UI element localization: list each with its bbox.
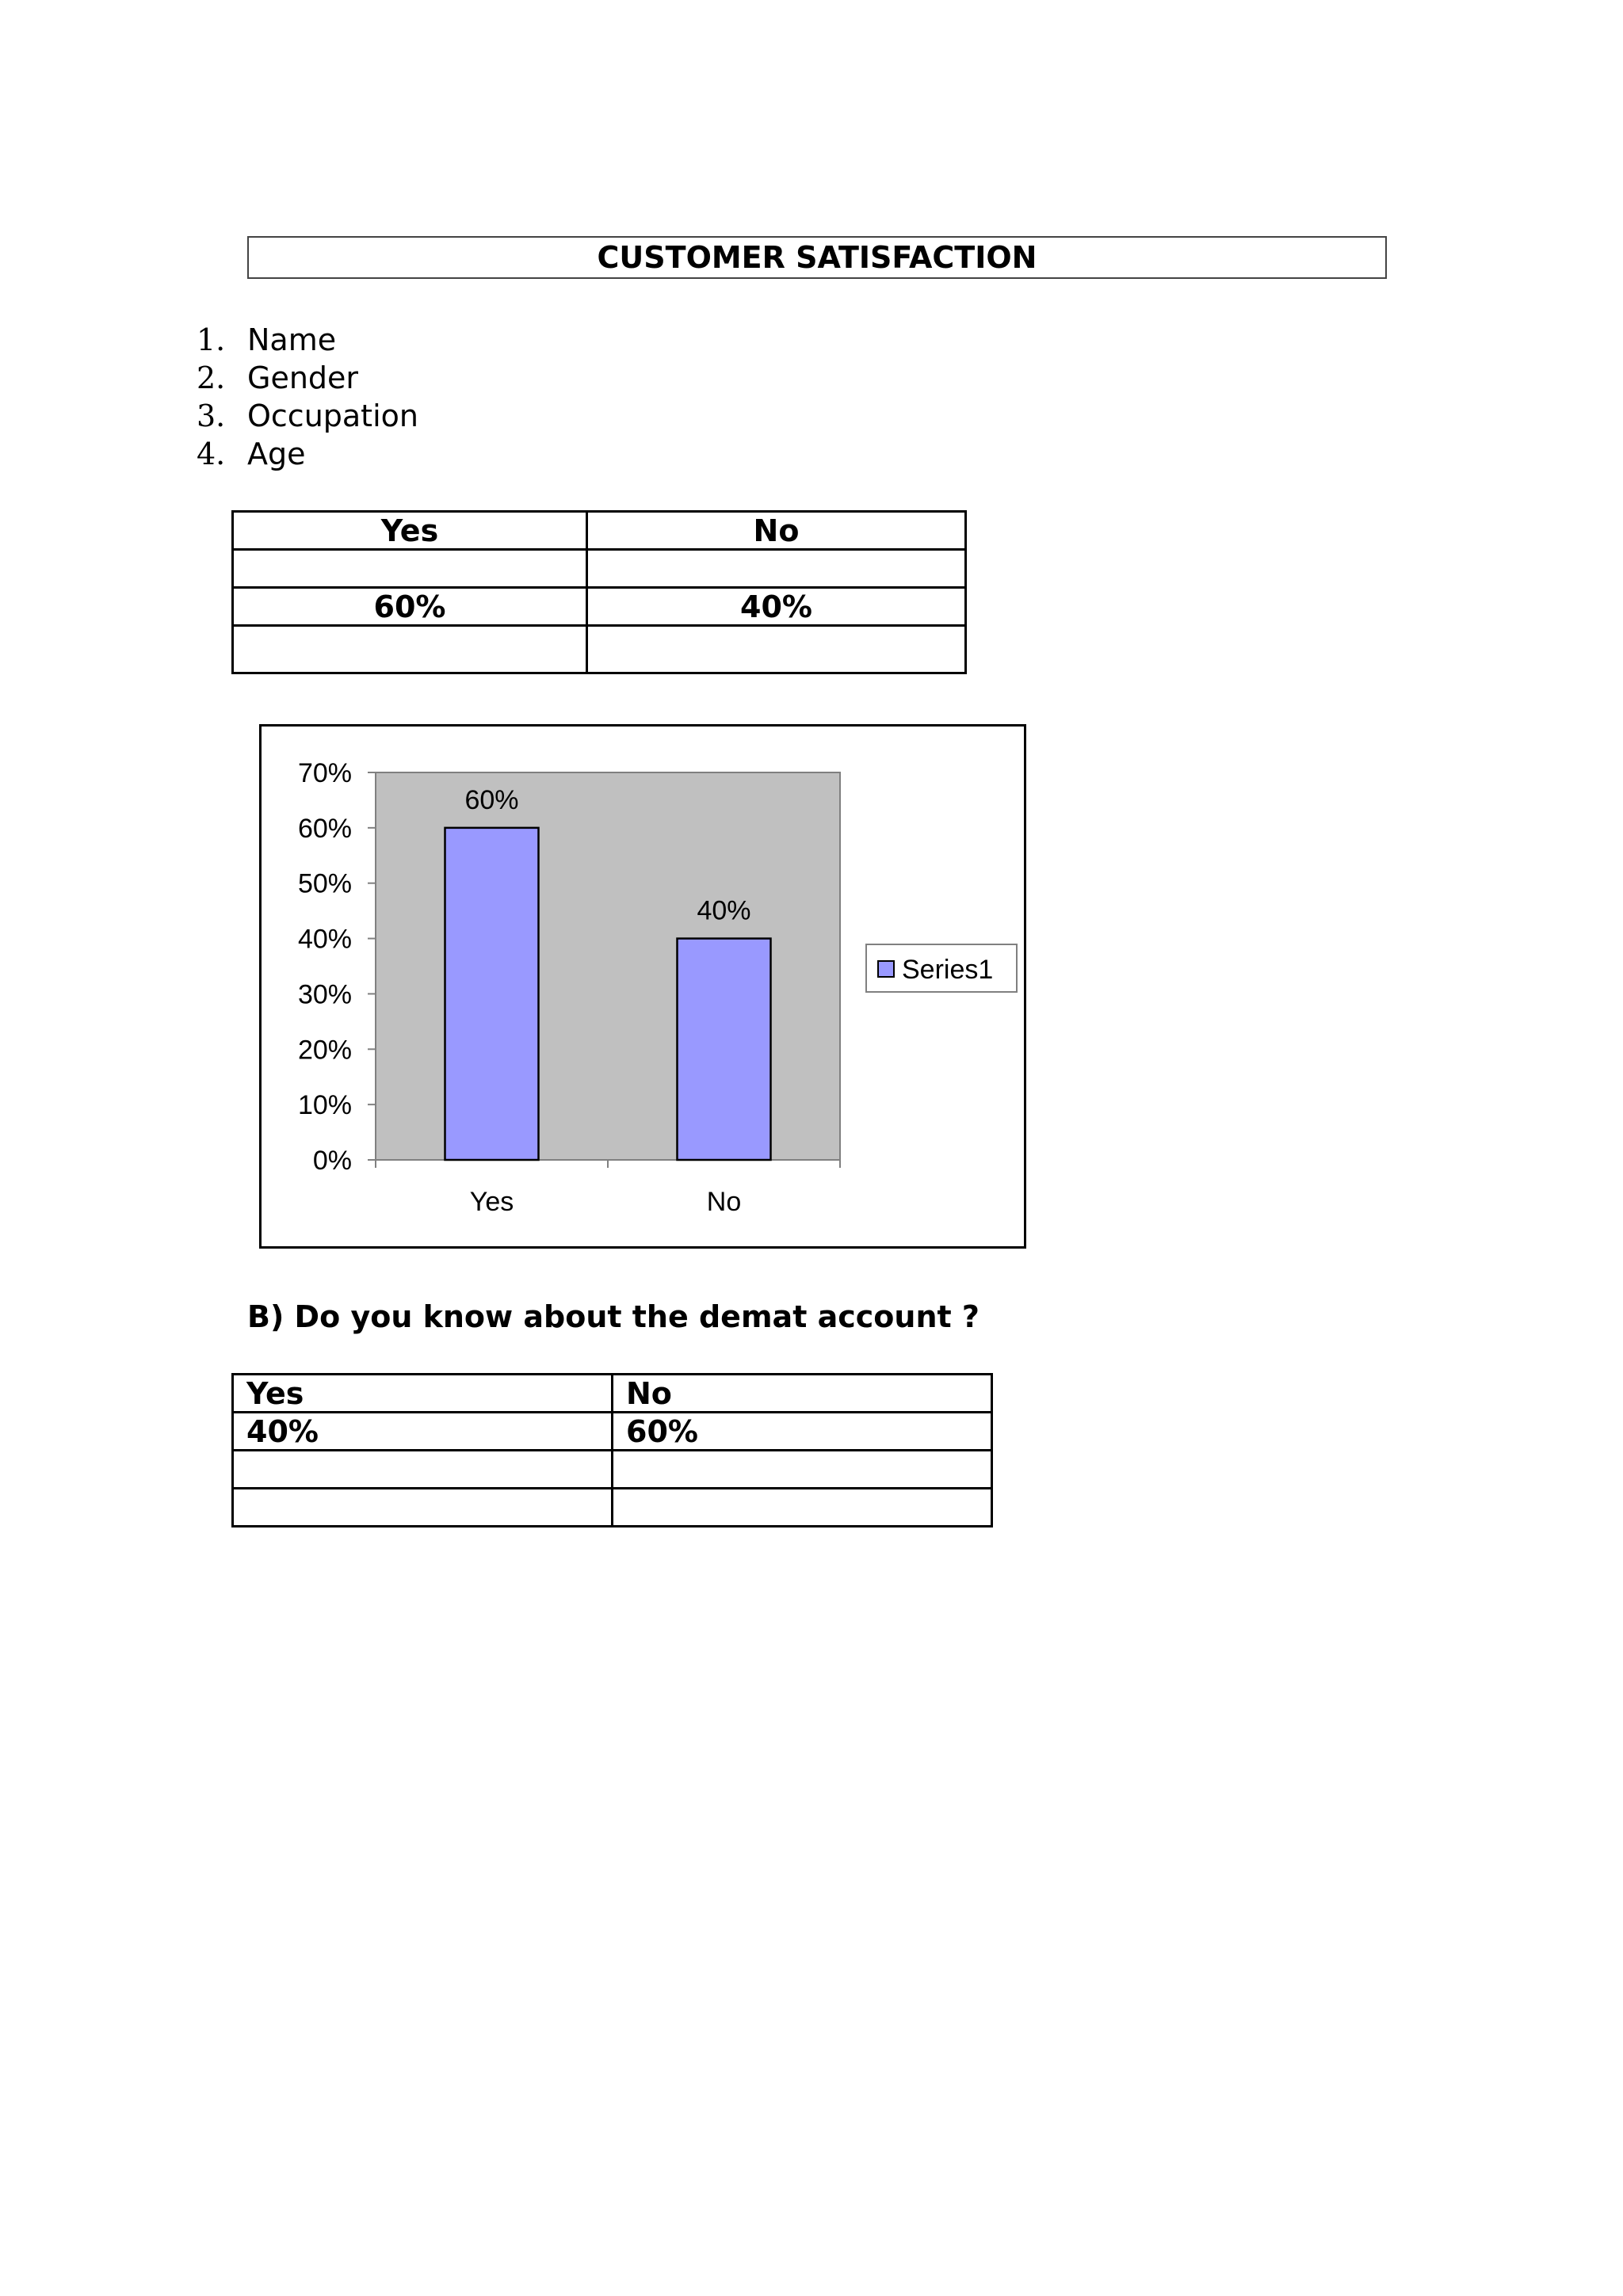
list-item [197,397,418,435]
list-label: Name [247,322,337,357]
list-item [197,359,418,397]
bar-data-label: 60% [464,784,519,815]
table-cell [587,550,966,588]
list-number: 2. [197,360,226,395]
table-cell [233,1451,613,1489]
table-row [233,588,966,626]
table-header-row [233,1375,992,1413]
table-cell: 40% [587,588,966,626]
table-row [233,1489,992,1527]
legend-label: Series1 [902,955,994,985]
y-tick-label: 30% [297,979,352,1010]
legend-swatch [878,961,894,977]
bar [678,939,771,1160]
y-tick-label: 0% [312,1146,352,1176]
list-number: 3. [197,399,226,433]
table-cell [613,1489,992,1527]
table-cell [233,550,587,588]
y-tick-label: 60% [297,813,352,844]
table-cell [587,626,966,673]
y-tick-label: 50% [297,868,352,899]
bar-data-label: 40% [697,895,751,926]
y-tick-label: 40% [297,924,352,955]
list-number: 1. [197,322,226,357]
page-title [247,236,1387,279]
y-tick-label: 70% [297,758,352,788]
list-item [197,321,418,359]
table-header-cell: Yes [233,1375,613,1413]
page-title-text: CUSTOMER SATISFACTION [597,240,1037,275]
table-header-cell: No [613,1375,992,1413]
x-tick-label: Yes [469,1187,514,1217]
table-header-cell: No [587,512,966,550]
table-cell: 60% [613,1413,992,1451]
list-label: Gender [247,360,359,395]
response-table-1 [231,510,967,674]
question-list [197,321,418,473]
y-tick-label: 20% [297,1035,352,1066]
bar-chart-svg [262,727,1024,1246]
table-cell [233,626,587,673]
table-cell: 60% [233,588,587,626]
table-cell: 40% [233,1413,613,1451]
table-header-row [233,512,966,550]
table-row [233,1451,992,1489]
table-cell [613,1451,992,1489]
list-label: Occupation [247,399,418,433]
table-row [233,1413,992,1451]
table-row [233,626,966,673]
list-item [197,435,418,473]
list-label: Age [247,437,306,471]
y-tick-label: 10% [297,1090,352,1121]
response-table-2 [231,1373,993,1527]
table-row [233,550,966,588]
question-b: B) Do you know about the demat account ? [247,1299,980,1334]
x-tick-label: No [706,1187,742,1217]
table-cell [233,1489,613,1527]
bar [445,828,539,1160]
list-number: 4. [197,437,226,471]
table-header-cell: Yes [233,512,587,550]
bar-chart [259,724,1026,1249]
